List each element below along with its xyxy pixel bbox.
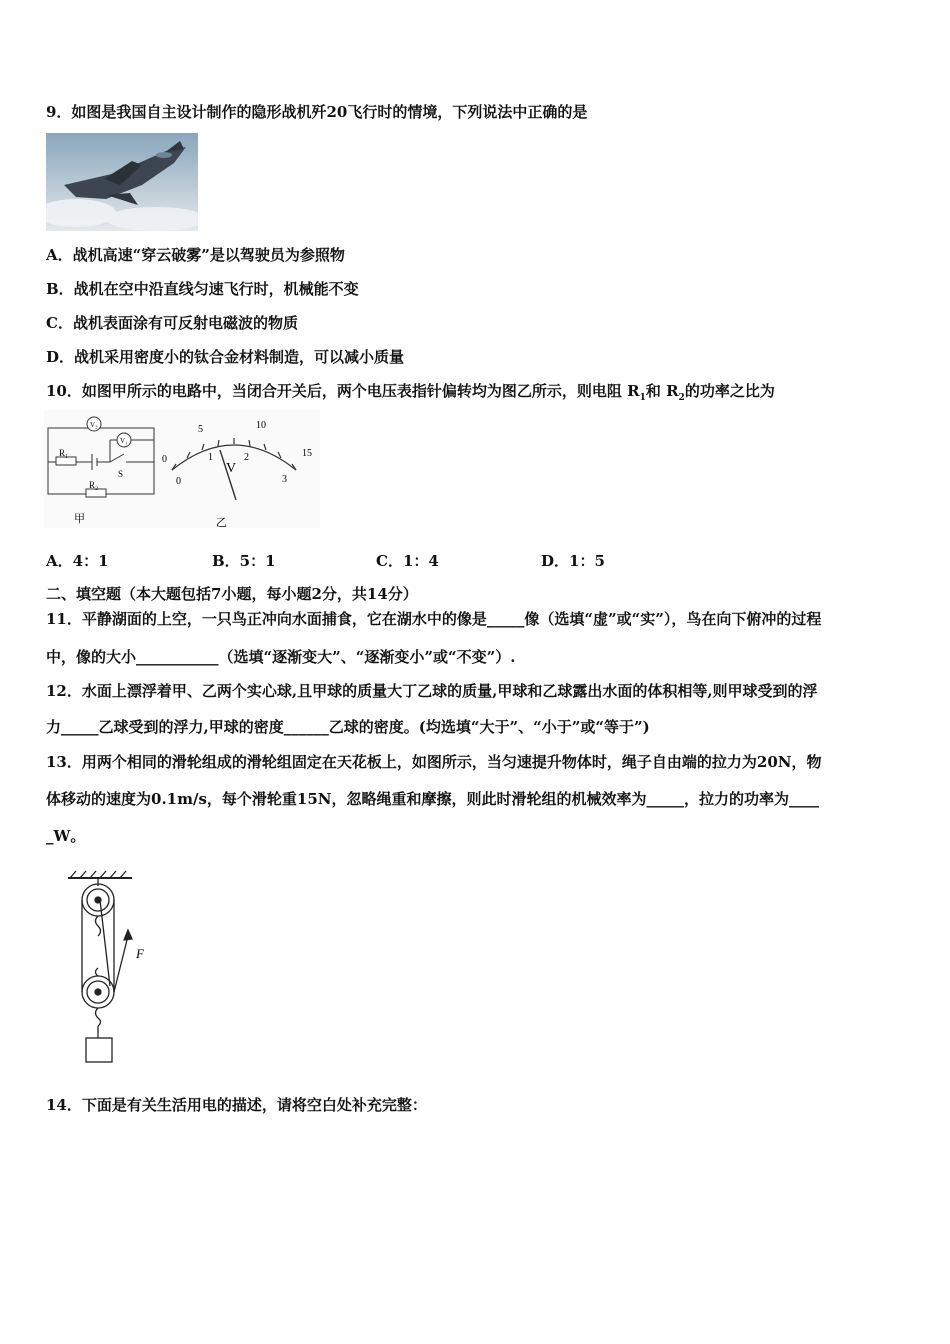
q9-option-b: B．战机在空中沿直线匀速飞行时，机械能不变 [46, 280, 359, 298]
q11-line-1: 11．平静湖面的上空，一只鸟正冲向水面捕食，它在湖水中的像是_____像（选填“虚”或“实”），鸟在向下俯冲的过程 [46, 610, 822, 628]
q12-line-2: 力_____乙球受到的浮力,甲球的密度______乙球的密度。(均选填“大于”、“小于”或“等于”) [46, 718, 650, 736]
r2-label: R₂ [89, 480, 99, 490]
circuit-diagram [44, 410, 320, 528]
dial-bottom-2: 2 [244, 452, 249, 463]
fig-jia-label: 甲 [74, 513, 85, 525]
pulley-system-figure [60, 868, 170, 1068]
v1-meter-label: V₁ [120, 437, 128, 445]
dial-top-10: 10 [256, 420, 266, 431]
dial-top-15: 15 [302, 448, 312, 459]
section-2-heading: 二、填空题（本大题包括7小题，每小题2分，共14分） [46, 585, 418, 603]
dial-bottom-0: 0 [176, 476, 181, 487]
dial-unit-v: V [226, 461, 237, 476]
dial-top-0: 0 [162, 454, 167, 465]
q11-line-2: 中，像的大小___________（选填“逐渐变大”、“逐渐变小”或“不变”）. [46, 648, 516, 666]
q14-stem: 14．下面是有关生活用电的描述，请将空白处补充完整： [46, 1096, 427, 1114]
q9-option-d: D．战机采用密度小的钛合金材料制造，可以减小质量 [46, 348, 405, 366]
force-label-f: F [136, 946, 144, 961]
q10-option-c: C．1：4 [376, 552, 439, 570]
q12-line-1: 12．水面上漂浮着甲、乙两个实心球,且甲球的质量大丁乙球的质量,甲球和乙球露出水面的体积相等,则甲球受到的浮 [46, 682, 818, 700]
q13-line-3: _W。 [46, 827, 86, 845]
v2-meter-label: V₂ [90, 421, 98, 429]
q10-stem: 10．如图甲所示的电路中，当闭合开关后，两个电压表指针偏转均为图乙所示，则电阻 $R_1$和 $R_2$的功率之比为 [46, 382, 775, 403]
q10-option-b: B．5：1 [212, 552, 276, 570]
q9-option-c: C．战机表面涂有可反射电磁波的物质 [46, 314, 298, 332]
q10-option-a: A．4：1 [46, 552, 109, 570]
dial-top-5: 5 [198, 424, 203, 435]
fighter-jet-photo [46, 133, 198, 231]
pulley-icon [60, 868, 170, 1068]
q9-stem: 9．如图是我国自主设计制作的隐形战机歼20飞行时的情境，下列说法中正确的是 [46, 103, 588, 121]
dial-bottom-1: 1 [208, 452, 213, 463]
dial-bottom-3: 3 [282, 474, 287, 485]
r1-label: R₁ [59, 448, 69, 458]
q9-option-a: A．战机高速“穿云破雾”是以驾驶员为参照物 [46, 246, 345, 264]
circuit-figures [44, 410, 320, 528]
fighter-jet-icon [46, 133, 198, 231]
q13-line-2: 体移动的速度为0.1m/s，每个滑轮重15N，忽略绳重和摩擦，则此时滑轮组的机械效率为_____，拉力的功率为____ [46, 790, 819, 808]
switch-label: S [118, 469, 124, 479]
fig-yi-label: 乙 [216, 517, 227, 528]
q10-option-d: D．1：5 [541, 552, 605, 570]
q13-line-1: 13．用两个相同的滑轮组成的滑轮组固定在天花板上，如图所示，当匀速提升物体时，绳子自由端的拉力为20N，物 [46, 753, 822, 771]
